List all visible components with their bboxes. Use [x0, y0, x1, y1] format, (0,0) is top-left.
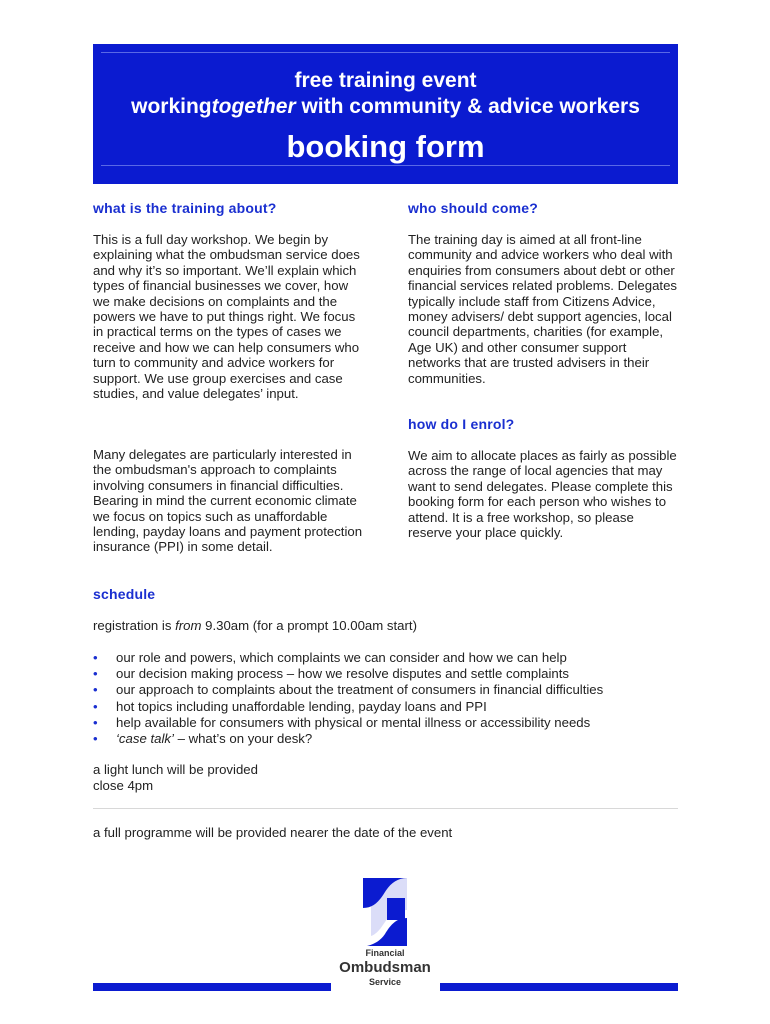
schedule-item-text: our approach to complaints about the treatment of consumers in financial difficulties	[116, 682, 604, 698]
bullet-icon: •	[93, 666, 98, 682]
enrol-heading: how do I enrol?	[408, 416, 515, 432]
event-subtitle: free training event	[294, 69, 477, 92]
schedule-item-text: help available for consumers with physical or mental illness or accessibility needs	[116, 714, 591, 730]
registration-text	[93, 618, 417, 633]
logo-line-1: Financial	[365, 948, 405, 958]
close-text: close 4pm	[93, 778, 154, 793]
header-inner	[101, 52, 670, 166]
footer-bar-left	[93, 983, 331, 991]
schedule-item	[93, 650, 673, 666]
header-banner	[93, 44, 678, 184]
page-title: booking form	[286, 129, 485, 164]
logo-line-3: Service	[368, 977, 402, 987]
logo-line-2: Ombudsman	[339, 959, 431, 976]
schedule-item	[93, 682, 673, 698]
bullet-icon: •	[93, 714, 98, 730]
schedule-item-text: our decision making process – how we resolve disputes and settle complaints	[116, 666, 570, 682]
programme-note: a full programme will be provided nearer the date of the event	[93, 825, 453, 840]
event-name-pre: working	[131, 95, 212, 118]
about-heading: what is the training about?	[93, 200, 277, 216]
logo	[335, 878, 435, 988]
footer-bar-right	[440, 983, 678, 991]
ombudsman-logo-icon	[363, 878, 407, 946]
about-paragraph-2: Many delegates are particularly interested in the ombudsman's approach to complaints involving consumers in financial difficulties. Bearing in mind the current economic climate we focus on topics such as unaffordable lending, payday loans and payment protection insurance (PPI) in some detail.	[93, 447, 363, 555]
bullet-icon: •	[93, 698, 98, 714]
who-heading: who should come?	[408, 200, 538, 216]
enrol-paragraph: We aim to allocate places as fairly as possible across the range of local agencies that may want to send delegates. Please complete this booking form for each person who wishes to attend. It is a free workshop, so please reserve your place quickly.	[408, 448, 677, 541]
registration-post: 9.30am (for a prompt 10.00am start)	[201, 618, 417, 633]
schedule-item	[93, 699, 673, 715]
about-paragraph-1: This is a full day workshop. We begin by explaining what the ombudsman service does and why it’s so important. We’ll explain which types of financial businesses we cover, how we make decisions on complaints and the powers we have to put things right. We focus in practical terms on the types of cases we receive and how we can help consumers who turn to community and advice workers for support. We use group exercises and case studies, and value delegates’ input.	[93, 232, 360, 402]
schedule-list	[93, 650, 673, 747]
schedule-item-em: ‘case talk’	[116, 731, 174, 747]
lunch-text: a light lunch will be provided	[93, 762, 258, 777]
divider	[93, 808, 678, 809]
event-name-post: with community & advice workers	[295, 95, 640, 118]
schedule-item	[93, 715, 673, 731]
bullet-icon: •	[93, 731, 98, 747]
registration-em: from	[175, 618, 202, 633]
bullet-icon: •	[93, 650, 98, 665]
schedule-item-text: our role and powers, which complaints we can consider and how we can help	[116, 650, 567, 665]
event-name-em: together	[211, 95, 296, 118]
who-paragraph: The training day is aimed at all front-line community and advice workers who deal with enquiries from consumers about debt or other financial services related problems. Delegates typically include staff from Citizens Advice, money advisers/ debt support agencies, local council departments, charities (for example, Age UK) and other consumer support networks that are trusted advisers in their communities.	[408, 232, 678, 386]
schedule-item-text: hot topics including unaffordable lending, payday loans and PPI	[116, 698, 487, 714]
schedule-item	[93, 731, 673, 747]
bullet-icon: •	[93, 682, 98, 698]
event-name	[101, 95, 670, 119]
schedule-item	[93, 666, 673, 682]
schedule-item-text: – what’s on your desk?	[173, 731, 313, 747]
schedule-heading: schedule	[93, 586, 156, 602]
registration-pre: registration is	[93, 618, 176, 633]
